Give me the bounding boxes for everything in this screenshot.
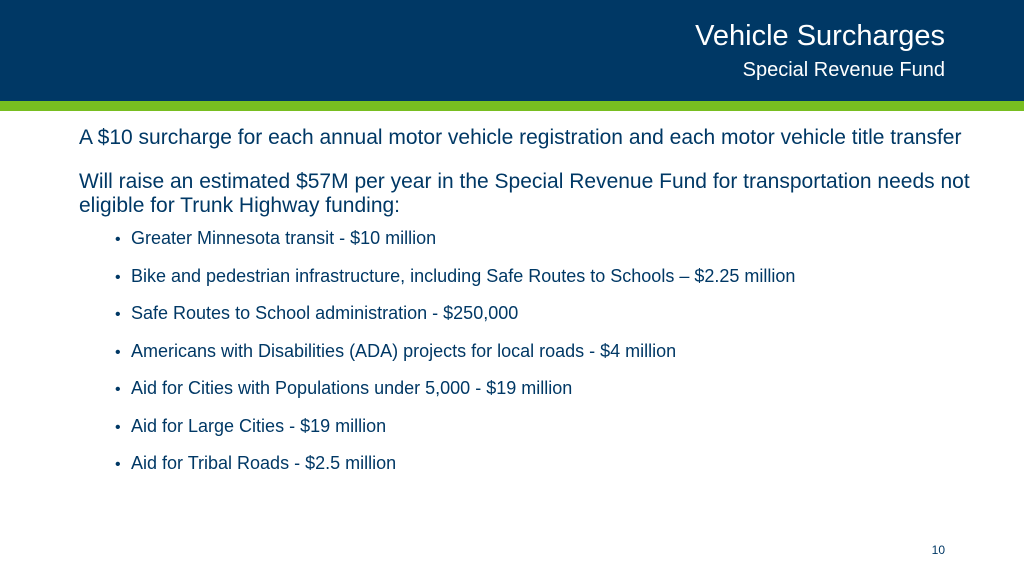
bullet-icon: • [115, 343, 121, 361]
list-item [115, 264, 979, 288]
list-item [115, 301, 979, 325]
page-number: 10 [931, 543, 945, 557]
list-item-text: Greater Minnesota transit - $10 million [131, 228, 437, 248]
bullet-icon: • [115, 306, 121, 323]
slide-title: Vehicle Surcharges [695, 20, 945, 52]
slide-header [0, 0, 1024, 101]
list-item-text: Aid for Cities with Populations under 5,000 - $19 million [131, 378, 573, 398]
accent-divider [0, 101, 1024, 111]
list-item [115, 226, 979, 250]
bullet-icon: • [115, 381, 121, 398]
slide-subtitle: Special Revenue Fund [742, 59, 945, 81]
bullet-icon: • [115, 418, 121, 436]
funding-list [79, 226, 979, 475]
list-item [115, 339, 979, 363]
list-item-text: Bike and pedestrian infrastructure, including Safe Routes to Schools – $2.25 million [131, 265, 796, 286]
list-item [115, 451, 979, 475]
list-item [115, 414, 979, 438]
paragraph-surcharge: A $10 surcharge for each annual motor vehicle registration and each motor vehicle title transfer [79, 126, 962, 149]
bullet-icon: • [115, 231, 121, 248]
list-item-text: Safe Routes to School administration - $250,000 [131, 303, 519, 323]
paragraph-revenue: Will raise an estimated $57M per year in the Special Revenue Fund for transportation needs not eligible for Trunk Highway funding: [79, 170, 970, 217]
slide-content [79, 126, 979, 489]
bullet-icon: • [115, 456, 121, 473]
list-item-text: Aid for Tribal Roads - $2.5 million [131, 453, 397, 473]
list-item-text: Americans with Disabilities (ADA) projects for local roads - $4 million [131, 340, 677, 361]
list-item-text: Aid for Large Cities - $19 million [131, 415, 387, 436]
bullet-icon: • [115, 268, 121, 286]
list-item [115, 376, 979, 400]
